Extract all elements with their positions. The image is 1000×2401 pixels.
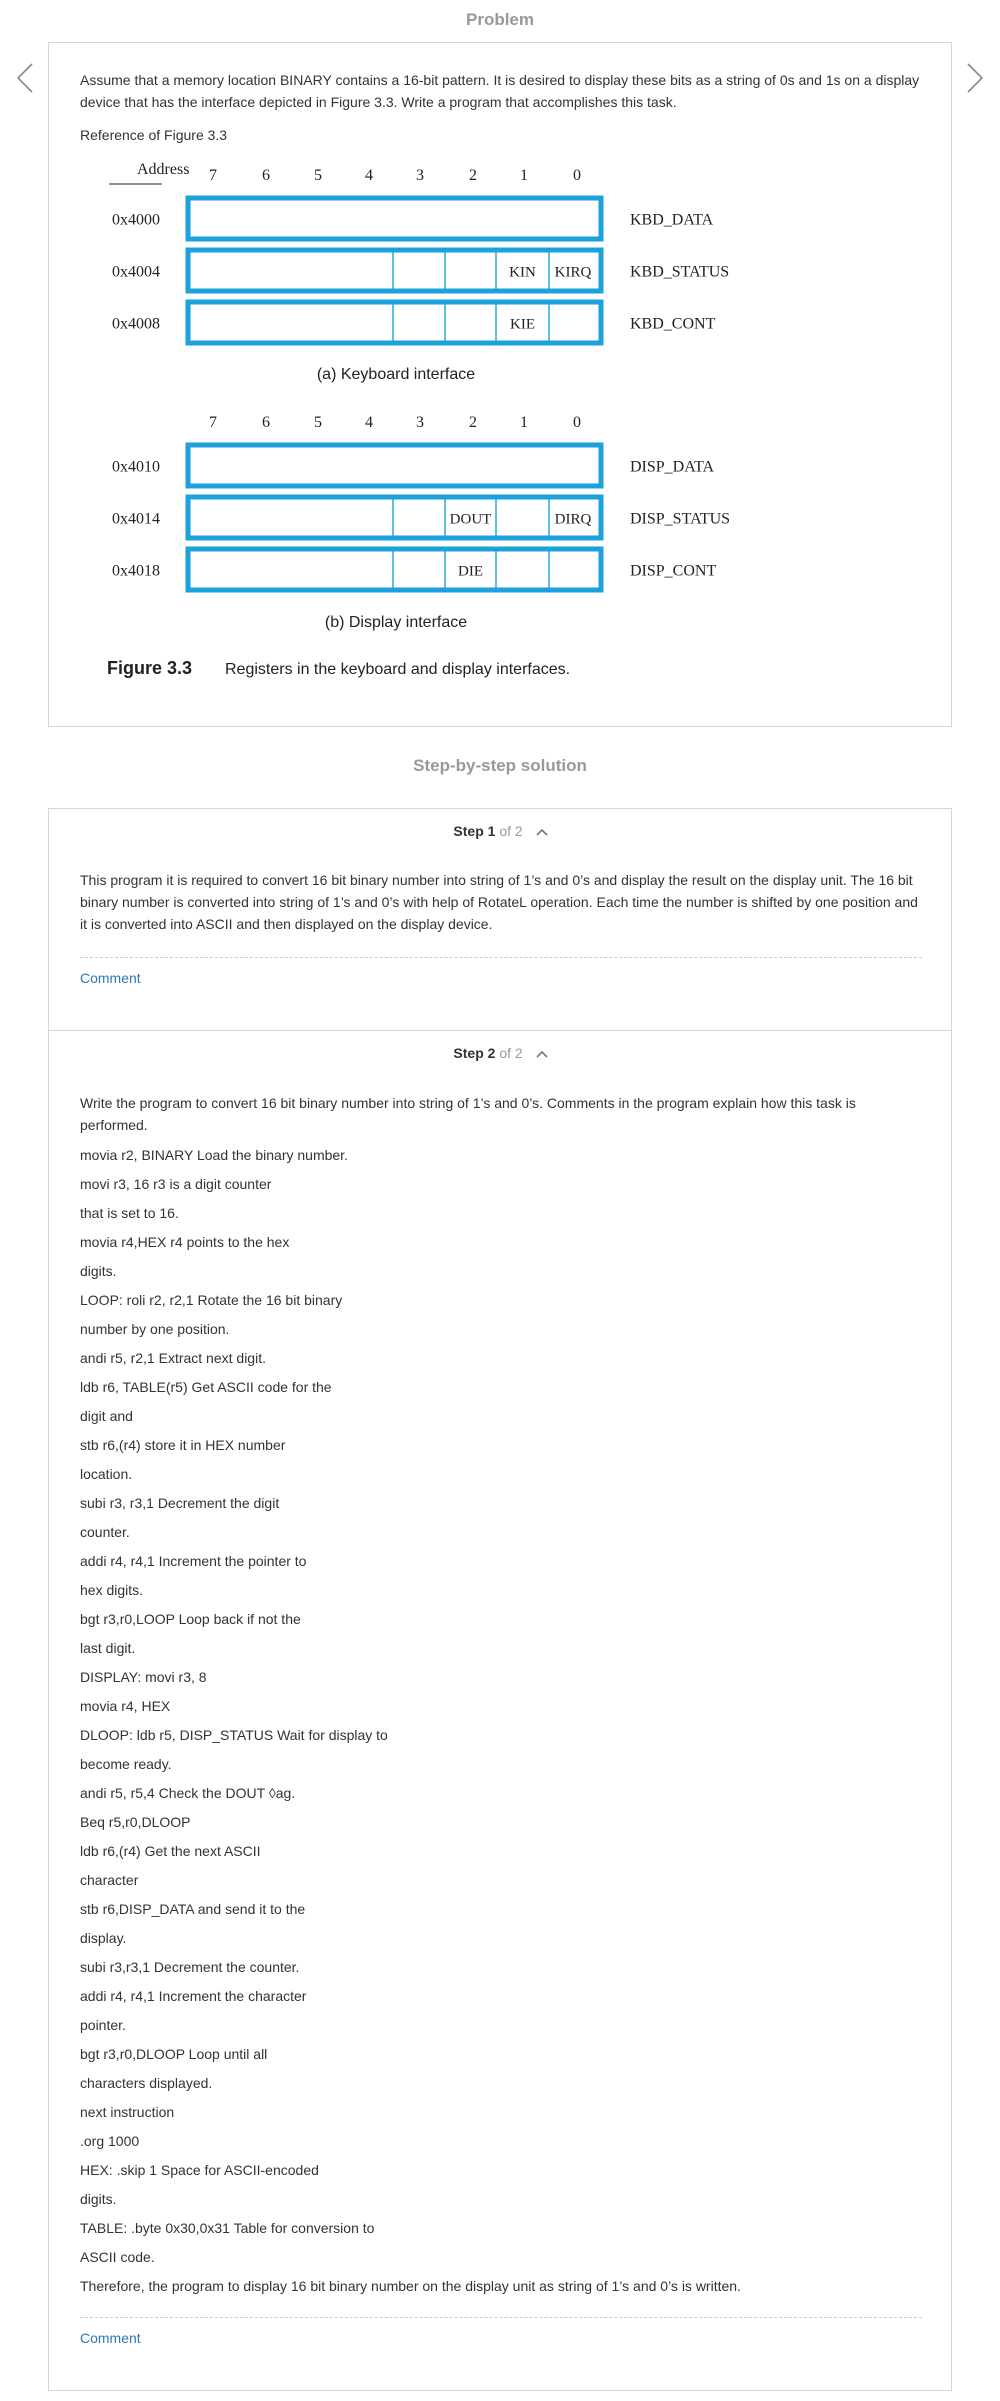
keyboard-registers: [112, 198, 729, 343]
program-line: DLOOP: ldb r5, DISP_STATUS Wait for display to: [80, 1727, 388, 1743]
register-bit-field: KIE: [510, 316, 535, 333]
display-bit-label: 3: [416, 414, 424, 431]
program-line: display.: [80, 1930, 127, 1946]
step-1-count: of 2: [499, 823, 523, 839]
program-line: that is set to 16.: [80, 1205, 179, 1221]
chevron-left-icon: [10, 58, 40, 98]
register-address: 0x4018: [112, 562, 160, 580]
register-address: 0x4004: [112, 263, 160, 281]
chevron-up-icon[interactable]: [535, 1049, 549, 1059]
register-name: KBD_DATA: [630, 211, 714, 229]
program-line: Therefore, the program to display 16 bit binary number on the display unit as string of 1’s and 0’s is written.: [80, 2278, 741, 2294]
program-line: digits.: [80, 1263, 117, 1279]
display-bit-label: 2: [469, 414, 477, 431]
register-address: 0x4014: [112, 510, 160, 528]
program-line: pointer.: [80, 2017, 126, 2033]
display-bit-label: 0: [573, 414, 581, 431]
address-header: Address: [137, 161, 190, 178]
figure-3-3: [49, 43, 953, 723]
step-2-count: of 2: [499, 1045, 523, 1061]
register-box: [188, 250, 601, 291]
prev-arrow-button[interactable]: [10, 58, 40, 98]
program-line: ldb r6, TABLE(r5) Get ASCII code for the: [80, 1379, 332, 1395]
program-line: digit and: [80, 1408, 133, 1424]
program-line: .org 1000: [80, 2133, 140, 2149]
program-line: subi r3,r3,1 Decrement the counter.: [80, 1959, 300, 1975]
keyboard-bit-label: 0: [573, 167, 581, 184]
step-1-label: Step 1: [453, 823, 496, 839]
keyboard-bit-label: 6: [262, 167, 270, 184]
display-bit-label: 4: [365, 414, 373, 431]
display-bit-label: 6: [262, 414, 270, 431]
register-box: [188, 497, 601, 538]
problem-heading: Problem: [465, 10, 535, 29]
program-line: last digit.: [80, 1640, 136, 1656]
program-line: bgt r3,r0,DLOOP Loop until all: [80, 2046, 268, 2062]
step-1-header[interactable]: [49, 823, 953, 839]
program-line: Beq r5,r0,DLOOP: [80, 1814, 191, 1830]
program-line: LOOP: roli r2, r2,1 Rotate the 16 bit binary: [80, 1292, 343, 1308]
register-bit-field: DOUT: [449, 511, 492, 528]
step-separator: [49, 1030, 951, 1031]
keyboard-bit-label: 3: [416, 167, 424, 184]
display-bit-labels: [209, 414, 581, 431]
register-address: 0x4008: [112, 315, 160, 333]
register-box: [188, 549, 601, 590]
register-box: [188, 445, 601, 486]
step-1-divider: [80, 957, 922, 958]
program-line: andi r5, r2,1 Extract next digit.: [80, 1350, 266, 1366]
display-bit-label: 5: [314, 414, 322, 431]
figure-label: Figure 3.3: [107, 658, 193, 678]
register-name: DISP_CONT: [630, 562, 717, 580]
figure-reference: Reference of Figure 3.3: [80, 127, 228, 143]
program-line: next instruction: [80, 2104, 175, 2120]
keyboard-bit-label: 5: [314, 167, 322, 184]
solution-card: [48, 808, 952, 2391]
program-line: movia r4, HEX: [80, 1698, 171, 1714]
program-line: location.: [80, 1466, 133, 1482]
keyboard-bit-label: 4: [365, 167, 373, 184]
keyboard-bit-labels: [209, 167, 581, 184]
program-line: number by one position.: [80, 1321, 230, 1337]
figure-title: Registers in the keyboard and display interfaces.: [225, 661, 571, 678]
register-address: 0x4000: [112, 211, 160, 229]
program-line: movia r4,HEX r4 points to the hex: [80, 1234, 290, 1250]
step-2-intro: Write the program to convert 16 bit binary number into string of 1’s and 0’s. Comments in the program explain how this task is performed.: [80, 1095, 856, 1133]
register-bit-field: KIN: [509, 264, 536, 281]
program-line: hex digits.: [80, 1582, 144, 1598]
display-bit-label: 1: [520, 414, 528, 431]
next-arrow-button[interactable]: [960, 58, 990, 98]
program-line: characters displayed.: [80, 2075, 213, 2091]
program-line: DISPLAY: movi r3, 8: [80, 1669, 207, 1685]
program-line: digits.: [80, 2191, 117, 2207]
program-line: ASCII code.: [80, 2249, 155, 2265]
register-name: DISP_DATA: [630, 458, 715, 476]
step-2-program: [80, 1141, 925, 2301]
program-line: subi r3, r3,1 Decrement the digit: [80, 1495, 280, 1511]
program-line: movi r3, 16 r3 is a digit counter: [80, 1176, 272, 1192]
chevron-up-icon[interactable]: [535, 827, 549, 837]
register-name: DISP_STATUS: [630, 510, 731, 528]
program-line: andi r5, r5,4 Check the DOUT ◊ag.: [80, 1785, 296, 1801]
program-line: TABLE: .byte 0x30,0x31 Table for conversion to: [80, 2220, 375, 2236]
program-line: stb r6,(r4) store it in HEX number: [80, 1437, 286, 1453]
program-line: addi r4, r4,1 Increment the pointer to: [80, 1553, 307, 1569]
display-caption: (b) Display interface: [324, 614, 468, 631]
step-1-text: This program it is required to convert 16 bit binary number into string of 1’s and 0’s and display the result on the display unit. The 16 bit binary number is converted into string of 1’s and 0’s with help of RotateL operation. Each time the number is shifted by one position and it is converted into ASCII and then displayed on the display device.: [80, 872, 918, 932]
register-bit-field: DIE: [458, 563, 483, 580]
register-address: 0x4010: [112, 458, 160, 476]
program-line: bgt r3,r0,LOOP Loop back if not the: [80, 1611, 301, 1627]
program-line: ldb r6,(r4) Get the next ASCII: [80, 1843, 261, 1859]
problem-text: Assume that a memory location BINARY contains a 16-bit pattern. It is desired to display these bits as a string of 0s and 1s on a display device that has the interface depicted in Figure 3.3. Write a program that accomplishes this task.: [80, 72, 920, 110]
keyboard-bit-label: 2: [469, 167, 477, 184]
program-line: movia r2, BINARY Load the binary number.: [80, 1147, 348, 1163]
step-2-header[interactable]: [49, 1045, 953, 1061]
keyboard-caption: (a) Keyboard interface: [316, 366, 476, 383]
program-line: become ready.: [80, 1756, 172, 1772]
step-2-comment-link[interactable]: Comment: [80, 2330, 141, 2346]
register-bit-field: DIRQ: [554, 511, 592, 528]
register-bit-field: KIRQ: [554, 264, 592, 281]
step-2-divider: [80, 2317, 922, 2318]
display-bit-label: 7: [209, 414, 217, 431]
register-name: KBD_STATUS: [630, 263, 730, 281]
keyboard-bit-label: 7: [209, 167, 217, 184]
display-registers: [112, 445, 730, 590]
solution-heading: Step-by-step solution: [413, 756, 587, 775]
program-line: addi r4, r4,1 Increment the character: [80, 1988, 307, 2004]
program-line: HEX: .skip 1 Space for ASCII-encoded: [80, 2162, 319, 2178]
problem-card: [48, 42, 952, 727]
step-2-label: Step 2: [453, 1045, 496, 1061]
register-box: [188, 198, 601, 239]
chevron-right-icon: [960, 58, 990, 98]
program-line: counter.: [80, 1524, 130, 1540]
program-line: stb r6,DISP_DATA and send it to the: [80, 1901, 306, 1917]
program-line: character: [80, 1872, 139, 1888]
step-1-comment-link[interactable]: Comment: [80, 970, 141, 986]
register-box: [188, 302, 601, 343]
keyboard-bit-label: 1: [520, 167, 528, 184]
register-name: KBD_CONT: [630, 315, 716, 333]
